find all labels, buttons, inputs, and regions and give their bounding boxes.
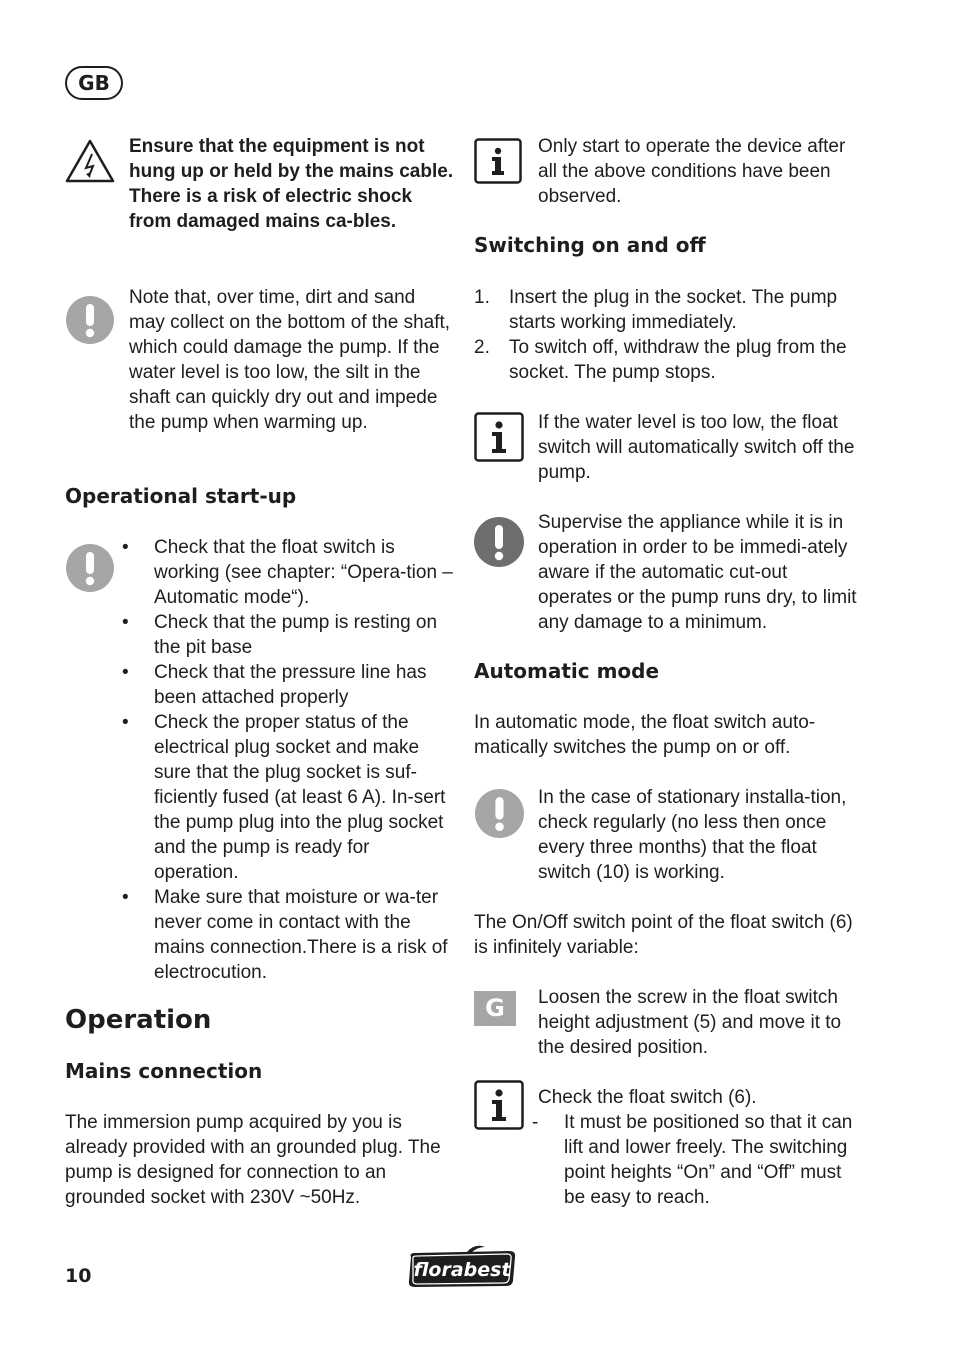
startup-list	[65, 535, 455, 985]
note2-text: Supervise the appliance while it is in operation in order to be immedi-ately aware if the automatic cut-out operates or the pump runs dry, to limit any damage to a minimum.	[538, 512, 857, 633]
exclamation-note-icon	[475, 789, 524, 838]
list-item: • Check that the pressure line has been attached properly	[65, 660, 455, 710]
electric-warning-icon	[64, 138, 116, 184]
switching-heading: Switching on and off	[474, 233, 706, 257]
info-icon	[474, 1080, 524, 1130]
exclamation-note-icon	[66, 296, 114, 344]
list-item: • Check that the pump is resting on the pit base	[65, 610, 455, 660]
florabest-logo	[405, 1243, 519, 1289]
mains-text: The immersion pump acquired by you is already provided with an grounded plug. The pump is designed for connection to an grounded socket with 230V ~50Hz.	[65, 1112, 441, 1208]
operation-heading: Operation	[65, 1005, 212, 1035]
startup-heading: Operational start-up	[65, 484, 297, 508]
auto-heading: Automatic mode	[474, 659, 660, 683]
switching-steps	[474, 285, 859, 385]
auto-text: In automatic mode, the float switch auto-matically switches the pump on or off.	[474, 712, 816, 758]
info3-title: Check the float switch (6).	[538, 1087, 757, 1108]
list-item	[532, 1110, 863, 1210]
brand-name: florabest	[413, 1259, 511, 1281]
info-icon	[474, 412, 524, 462]
info2-text: If the water level is too low, the float switch will automatically switch off the pump.	[538, 412, 855, 483]
language-badge: GB	[65, 66, 123, 100]
list-item	[474, 335, 859, 385]
step-number: 2.	[474, 337, 490, 358]
note3-text: In the case of stationary installa-tion, check regularly (no less then once every three months) that the float switch (10) is working.	[538, 787, 847, 883]
list-item: • Check that the float switch is working (see chapter: “Opera-tion – Automatic mode“).	[65, 535, 455, 610]
info3-sub-text: It must be positioned so that it can lift and lower freely. The switching point heights “On” and “Off” must be easy to reach.	[564, 1112, 853, 1208]
dash-marker: -	[532, 1112, 539, 1133]
info1-text: Only start to operate the device after all the above conditions have been observed.	[538, 136, 846, 207]
list-item	[474, 285, 859, 335]
step-number: 1.	[474, 287, 490, 308]
exclamation-note-icon	[474, 517, 524, 567]
list-item: • Make sure that moisture or wa-ter never come in contact with the mains connection.There is a risk of electrocution.	[65, 885, 455, 985]
info-icon	[474, 138, 522, 184]
info3-list	[532, 1110, 863, 1210]
step-text: Insert the plug in the socket. The pump starts working immediately.	[509, 287, 838, 333]
step-text: To switch off, withdraw the plug from the socket. The pump stops.	[509, 337, 847, 383]
onoff-text: The On/Off switch point of the float switch (6) is infinitely variable:	[474, 912, 853, 958]
page-number: 10	[65, 1265, 92, 1287]
list-item: • Check the proper status of the electrical plug socket and make sure that the plug socket is suf-ficiently fused (at least 6 A). In-sert the pump plug into the plug socket and the pump is ready for operation.	[65, 710, 455, 885]
note-text: Note that, over time, dirt and sand may collect on the bottom of the shaft, which could damage the pump. If the water level is too low, the silt in the shaft can quickly dry out and impede the pump when warming up.	[129, 287, 451, 433]
mains-heading: Mains connection	[65, 1059, 263, 1083]
warning-text: Ensure that the equipment is not hung up or held by the mains cable. There is a risk of electric shock from damaged mains ca-bles.	[129, 136, 454, 232]
g-text: Loosen the screw in the float switch height adjustment (5) and move it to the desired position.	[538, 987, 842, 1058]
g-icon: G	[474, 991, 516, 1026]
